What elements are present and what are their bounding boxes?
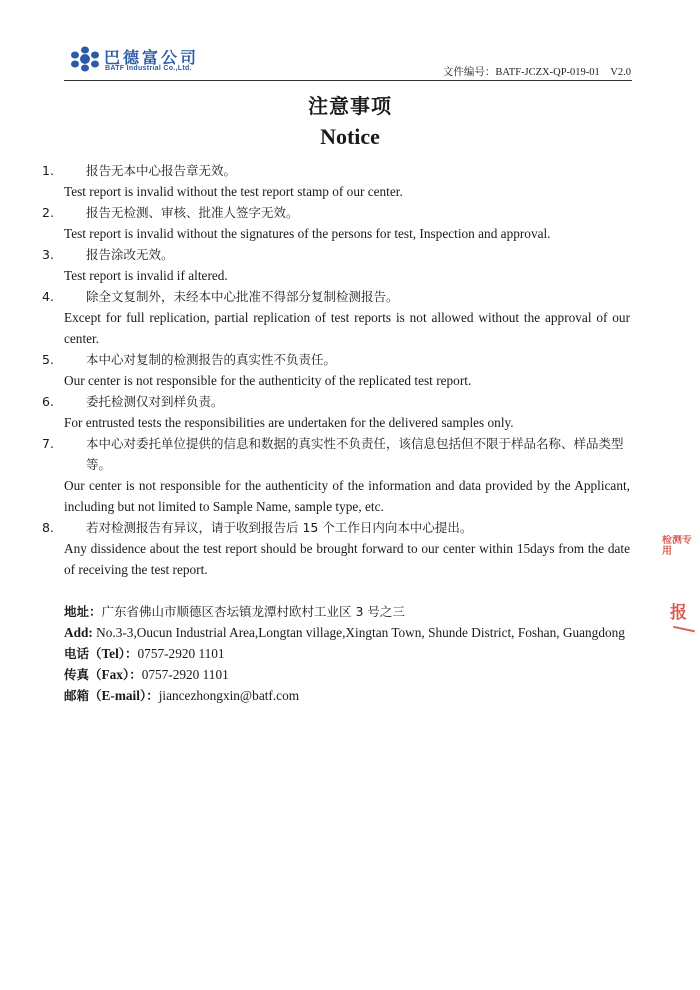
notice-item-cn <box>42 391 630 412</box>
tel-value: 0757-2920 1101 <box>137 646 225 661</box>
fax-label-cn: 传真（ <box>64 667 102 682</box>
seal-stamp-char: 报 <box>670 603 687 623</box>
notice-item-en: Test report is invalid without the test report stamp of our center. <box>64 184 403 199</box>
item-number: 8. <box>42 520 54 535</box>
fax-label-en: Fax <box>101 667 123 682</box>
address-en: No.3-3,Oucun Industrial Area,Longtan village,Xingtan Town, Shunde District, Foshan, Guangdong <box>92 625 625 640</box>
logo-text-en: BATF Industrial Co.,Ltd. <box>105 65 192 72</box>
fax-line <box>64 664 630 685</box>
address-cn-label: 地址： <box>64 604 102 619</box>
item-number: 3. <box>42 247 54 262</box>
item-text-cn: 本中心对委托单位提供的信息和数据的真实性不负责任，该信息包括但不限于样品名称、样品类型等。 <box>86 436 624 472</box>
tel-label-cn: 电话（ <box>64 646 102 661</box>
item-text-cn: 报告涂改无效。 <box>86 247 174 262</box>
item-text-cn: 若对检测报告有异议，请于收到报告后 15 个工作日内向本中心提出。 <box>86 520 473 535</box>
notice-item-4 <box>42 286 630 349</box>
notice-item-7 <box>42 433 630 517</box>
notice-item-2 <box>42 202 630 244</box>
notice-item-1 <box>42 160 630 202</box>
item-number: 4. <box>42 289 54 304</box>
tel-label-en: Tel <box>101 646 119 661</box>
address-en-line <box>64 622 630 643</box>
document-number: 文件编号：BATF-JCZX-QP-019-01 V2.0 <box>442 67 631 78</box>
address-en-label: Add: <box>64 625 93 640</box>
address-cn-line <box>64 601 630 622</box>
notice-item-6 <box>42 391 630 433</box>
notice-item-en: Any dissidence about the test report should be brought forward to our center within 15days from the date of receiving the test report. <box>64 541 630 577</box>
item-number: 5. <box>42 352 54 367</box>
fax-label-end: ）： <box>122 667 142 682</box>
email-label-en: E-mail <box>101 688 140 703</box>
seal-stamp-stroke <box>671 626 695 642</box>
header-divider <box>64 80 632 81</box>
page-title-cn: 注意事项 <box>308 94 392 118</box>
item-text-cn: 本中心对复制的检测报告的真实性不负责任。 <box>86 352 337 367</box>
notice-item-5 <box>42 349 630 391</box>
notice-item-cn <box>42 202 630 223</box>
fax-value: 0757-2920 1101 <box>141 667 229 682</box>
item-text-cn: 除全文复制外，未经本中心批准不得部分复制检测报告。 <box>86 289 399 304</box>
logo-mark-icon <box>68 46 102 72</box>
item-number: 1. <box>42 163 54 178</box>
notice-item-en: Test report is invalid if altered. <box>64 268 228 283</box>
notice-item-en: Our center is not responsible for the authenticity of the replicated test report. <box>64 373 472 388</box>
item-number: 6. <box>42 394 54 409</box>
item-text-cn: 报告无检测、审核、批准人签字无效。 <box>86 205 299 220</box>
page-title-en: Notice <box>320 124 380 149</box>
email-label-end: ）： <box>139 688 159 703</box>
notice-item-en: For entrusted tests the responsibilities are undertaken for the delivered samples only. <box>64 415 514 430</box>
email-line <box>64 685 630 706</box>
item-text-cn: 委托检测仅对到样负责。 <box>86 394 224 409</box>
email-value: jiancezhongxin@batf.com <box>158 688 300 703</box>
notice-item-cn <box>42 517 630 538</box>
item-number: 7. <box>42 436 54 451</box>
logo-text-cn: 巴德富公司 <box>104 48 200 67</box>
notice-item-en: Test report is invalid without the signatures of the persons for test, Inspection and approval. <box>64 226 551 241</box>
notice-item-8 <box>42 517 630 580</box>
notice-item-3 <box>42 244 630 286</box>
notice-item-cn <box>42 244 630 265</box>
notice-item-en: Our center is not responsible for the authenticity of the information and data provided by the Applicant, including but not limited to Sample Name, sample type, etc. <box>64 478 630 514</box>
email-label-cn: 邮箱（ <box>64 688 102 703</box>
notice-item-cn <box>42 433 630 475</box>
company-logo <box>68 46 238 76</box>
page-header <box>0 0 700 80</box>
address-cn: 广东省佛山市顺德区杏坛镇龙潭村欧村工业区 3 号之三 <box>101 604 405 619</box>
seal-stamp-edge: 检测专用 <box>662 535 692 557</box>
notice-item-cn <box>42 349 630 370</box>
tel-label-end: ）： <box>118 646 138 661</box>
notice-item-cn <box>42 160 630 181</box>
notice-list <box>42 160 630 580</box>
notice-item-en: Except for full replication, partial replication of test reports is not allowed without the approval of our center. <box>64 310 630 346</box>
item-number: 2. <box>42 205 54 220</box>
notice-item-cn <box>42 286 630 307</box>
item-text-cn: 报告无本中心报告章无效。 <box>86 163 237 178</box>
contact-block <box>64 601 630 706</box>
tel-line <box>64 643 630 664</box>
